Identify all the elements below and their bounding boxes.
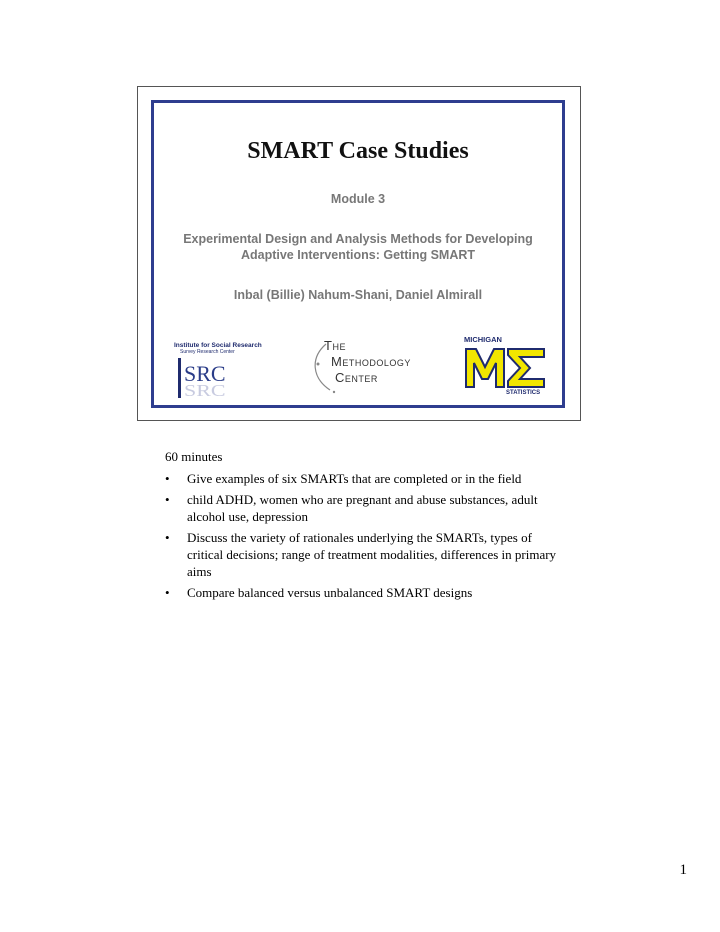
- isr-subname: Survey Research Center: [180, 349, 235, 355]
- slide-subtitle-line1: Experimental Design and Analysis Methods for Developing: [183, 232, 533, 246]
- msu-statistics-label: STATISTICS: [506, 390, 541, 396]
- notes-bullet: • Discuss the variety of rationales underlying the SMARTs, types of critical decisions; range of treatment modalities, differences in primary aims: [165, 530, 557, 579]
- slide-module: Module 3: [330, 192, 386, 206]
- bullet-dot: •: [165, 471, 170, 486]
- tmc-center: CENTER: [335, 370, 378, 385]
- src-mark-text: SRC: [184, 361, 226, 386]
- slide-subtitle-line2: Adaptive Interventions: Getting SMART: [240, 248, 476, 262]
- notes-bullet: • Give examples of six SMARTs that are completed or in the field: [165, 471, 522, 486]
- michigan-statistics-logo: [460, 335, 554, 401]
- src-mark-reflection: SRC: [184, 382, 226, 398]
- slide-authors: Inbal (Billie) Nahum-Shani, Daniel Almirall: [233, 288, 483, 302]
- slide-frame: [151, 100, 565, 408]
- isr-src-logo: [174, 342, 262, 398]
- slide-title: SMART Case Studies: [247, 138, 469, 164]
- methodology-center-logo: [304, 336, 414, 398]
- notes-duration: 60 minutes: [165, 449, 223, 464]
- speaker-notes: [165, 448, 595, 605]
- tmc-methodology: METHODOLOGY: [331, 354, 411, 369]
- page-number: 1: [679, 862, 687, 878]
- msu-michigan-label: MICHIGAN: [464, 335, 502, 344]
- bullet-dot: •: [165, 492, 170, 507]
- src-logo-mark: [178, 358, 234, 398]
- bullet-dot: •: [165, 530, 170, 545]
- tmc-the: THE: [324, 338, 346, 353]
- notes-bullet: • child ADHD, women who are pregnant and abuse substances, adult alcohol use, depression: [165, 492, 538, 524]
- isr-name: Institute for Social Research: [174, 342, 262, 349]
- bullet-dot: •: [165, 585, 170, 600]
- notes-bullet: • Compare balanced versus unbalanced SMART designs: [165, 585, 473, 600]
- m-sigma-icon: [464, 345, 548, 389]
